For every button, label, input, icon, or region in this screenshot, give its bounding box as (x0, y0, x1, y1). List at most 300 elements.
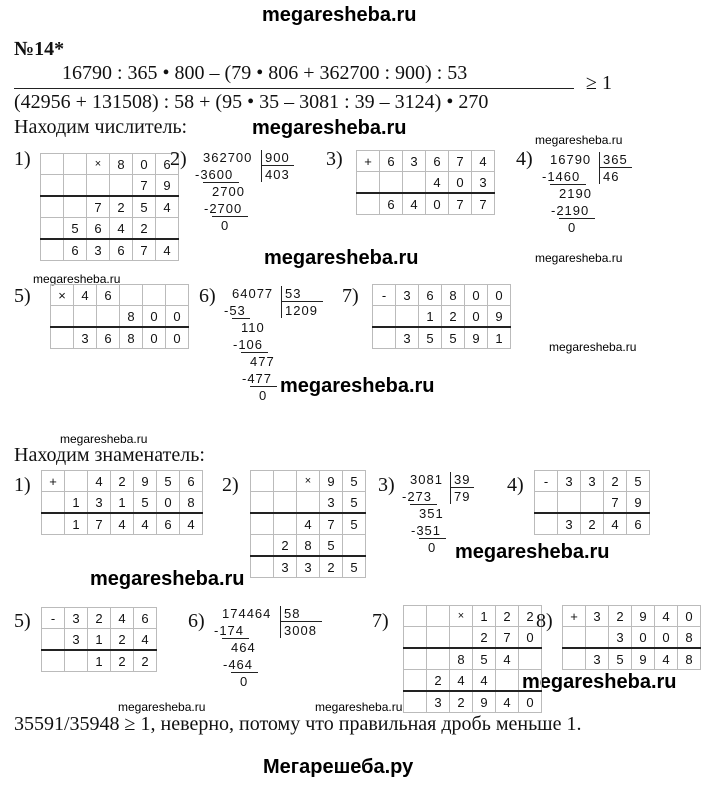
step-label: 3) (326, 148, 343, 170)
subtrahend: -3600 (195, 167, 234, 182)
digit-cell (156, 218, 179, 240)
digit-cell: × (297, 471, 320, 492)
digit-cell: 4 (496, 691, 519, 713)
operator-cell (251, 513, 274, 535)
digit-cell: 6 (157, 513, 180, 535)
operator-cell (404, 606, 427, 627)
divisor: 365 (603, 152, 628, 167)
step-label: 2) (170, 148, 187, 170)
operator-cell (563, 648, 586, 670)
step-label: 7) (372, 610, 389, 632)
digit-cell: 4 (134, 513, 157, 535)
subtrahend: -351 (411, 523, 442, 538)
operator-cell: + (357, 151, 380, 172)
digit-cell: 3 (472, 172, 495, 194)
subtrahend: -106 (233, 337, 264, 352)
digit-cell (64, 175, 87, 197)
dividend: 16790 (550, 152, 592, 167)
digit-cell: 3 (427, 691, 450, 713)
digit-cell: 1 (88, 650, 111, 672)
digit-cell: 8 (297, 535, 320, 557)
digit-cell (403, 172, 426, 194)
partial-dividend: 464 (231, 640, 256, 655)
partial-dividend: 2190 (559, 186, 592, 201)
calc-grid (372, 284, 511, 349)
digit-cell: 2 (110, 196, 133, 218)
conclusion-text: 35591/35948 ≥ 1, неверно, потому что правильная дробь меньше 1. (14, 713, 582, 735)
digit-cell: 5 (64, 218, 87, 240)
digit-cell: 3 (88, 492, 111, 514)
digit-cell: 6 (426, 151, 449, 172)
digit-cell: 2 (427, 670, 450, 692)
digit-cell: 1 (65, 513, 88, 535)
digit-cell: 3 (65, 629, 88, 651)
subtrahend: -2190 (551, 203, 590, 218)
digit-cell (586, 627, 609, 649)
operator-cell (251, 535, 274, 557)
calc-grid (356, 150, 495, 215)
calc-grid (403, 605, 542, 713)
digit-cell: 4 (88, 471, 111, 492)
digit-cell: 6 (180, 471, 203, 492)
divisor: 58 (284, 606, 301, 621)
calc-grid (534, 470, 650, 535)
dividend: 362700 (203, 150, 253, 165)
operator-cell (42, 492, 65, 514)
digit-cell: 3 (65, 608, 88, 629)
step-label: 2) (222, 474, 239, 496)
watermark-top: megaresheba.ru (262, 4, 417, 26)
subtraction-line (419, 538, 446, 539)
digit-cell: 3 (74, 327, 97, 349)
division-bracket-line (281, 301, 323, 302)
digit-cell (143, 285, 166, 306)
digit-cell: 3 (558, 471, 581, 492)
partial-dividend: 477 (250, 354, 275, 369)
operator-cell (535, 513, 558, 535)
digit-cell: 7 (87, 196, 110, 218)
digit-cell: 3 (320, 492, 343, 514)
division-bracket (599, 152, 600, 184)
operator-cell (41, 154, 64, 175)
digit-cell: 7 (133, 239, 156, 261)
fraction-bar (14, 88, 574, 89)
digit-cell: 0 (465, 306, 488, 328)
subtraction-line (410, 504, 437, 505)
quotient: 3008 (284, 623, 317, 638)
partial-dividend: 351 (419, 506, 444, 521)
watermark: megaresheba.ru (455, 541, 610, 563)
digit-cell (87, 175, 110, 197)
digit-cell: 2 (134, 650, 157, 672)
digit-cell: 9 (134, 471, 157, 492)
step-label: 5) (14, 610, 31, 632)
digit-cell: 6 (627, 513, 650, 535)
partial-dividend: 110 (241, 320, 265, 335)
step-label: 8) (536, 610, 553, 632)
digit-cell: 0 (655, 627, 678, 649)
digit-cell: 6 (97, 285, 120, 306)
operator-cell (51, 306, 74, 328)
digit-cell: 9 (473, 691, 496, 713)
digit-cell: 5 (133, 196, 156, 218)
digit-cell: 3 (581, 471, 604, 492)
operator-cell (41, 175, 64, 197)
calc-grid (40, 153, 179, 261)
watermark-small: megaresheba.ru (535, 133, 623, 147)
division-bracket-line (599, 167, 632, 168)
digit-cell: 5 (473, 648, 496, 670)
digit-cell: 0 (166, 327, 189, 349)
operator-cell (535, 492, 558, 514)
digit-cell (97, 306, 120, 328)
divisor: 900 (265, 150, 290, 165)
digit-cell: 4 (297, 513, 320, 535)
digit-cell: 8 (678, 648, 701, 670)
calc-grid (562, 605, 701, 670)
digit-cell: 4 (156, 239, 179, 261)
digit-cell: 8 (180, 492, 203, 514)
long-division (197, 150, 307, 250)
operator-cell (51, 327, 74, 349)
digit-cell: 5 (157, 471, 180, 492)
digit-cell: 5 (134, 492, 157, 514)
digit-cell: 5 (343, 556, 366, 578)
operator-cell: + (42, 471, 65, 492)
digit-cell: 7 (449, 193, 472, 215)
quotient: 403 (265, 167, 290, 182)
digit-cell: 0 (632, 627, 655, 649)
digit-cell: 1 (488, 327, 511, 349)
digit-cell: 0 (519, 627, 542, 649)
subtraction-line (559, 218, 595, 219)
problem-number: №14* (14, 38, 65, 60)
division-bracket (450, 472, 451, 504)
step-label: 4) (516, 148, 533, 170)
digit-cell: 5 (343, 513, 366, 535)
operator-cell (251, 492, 274, 514)
operator-cell (357, 172, 380, 194)
calc-grid (41, 607, 157, 672)
digit-cell (396, 306, 419, 328)
remainder: 0 (240, 674, 249, 689)
operator-cell (41, 239, 64, 261)
step-label: 1) (14, 148, 31, 170)
section-heading-numerator: Находим числитель: (14, 116, 188, 138)
operator-cell (42, 650, 65, 672)
digit-cell: 0 (426, 193, 449, 215)
division-bracket-line (450, 487, 474, 488)
digit-cell: 2 (133, 218, 156, 240)
subtraction-line (203, 182, 239, 183)
subtrahend: -477 (242, 371, 273, 386)
digit-cell: 3 (396, 327, 419, 349)
digit-cell: 4 (111, 513, 134, 535)
step-label: 7) (342, 285, 359, 307)
digit-cell: 3 (297, 556, 320, 578)
dividend: 174464 (222, 606, 272, 621)
digit-cell: 2 (473, 627, 496, 649)
digit-cell: 3 (609, 627, 632, 649)
digit-cell (274, 471, 297, 492)
remainder: 0 (428, 540, 437, 555)
digit-cell: 7 (449, 151, 472, 172)
step-label: 3) (378, 474, 395, 496)
digit-cell: 4 (472, 151, 495, 172)
subtraction-line (250, 386, 277, 387)
digit-cell (120, 285, 143, 306)
digit-cell: 0 (678, 606, 701, 627)
digit-cell: 6 (64, 239, 87, 261)
digit-cell: 9 (632, 606, 655, 627)
operator-cell (42, 629, 65, 651)
subtraction-line (241, 352, 268, 353)
digit-cell: 2 (111, 629, 134, 651)
digit-cell: 8 (442, 285, 465, 306)
operator-cell (373, 327, 396, 349)
digit-cell: 0 (157, 492, 180, 514)
digit-cell: 6 (380, 193, 403, 215)
operator-cell (404, 627, 427, 649)
digit-cell: 3 (586, 648, 609, 670)
digit-cell: 3 (586, 606, 609, 627)
digit-cell: 9 (465, 327, 488, 349)
subtraction-line (550, 184, 586, 185)
digit-cell: 2 (496, 606, 519, 627)
quotient: 79 (454, 489, 471, 504)
digit-cell: 3 (558, 513, 581, 535)
long-division (404, 472, 504, 582)
digit-cell: 0 (143, 327, 166, 349)
digit-cell (343, 535, 366, 557)
watermark-small: megaresheba.ru (315, 700, 403, 714)
digit-cell (64, 154, 87, 175)
digit-cell: 3 (396, 285, 419, 306)
digit-cell: 7 (320, 513, 343, 535)
watermark-bottom: Мегарешеба.ру (263, 756, 414, 778)
digit-cell: 1 (88, 629, 111, 651)
operator-cell (41, 218, 64, 240)
digit-cell (274, 513, 297, 535)
digit-cell: 2 (274, 535, 297, 557)
watermark: megaresheba.ru (252, 117, 407, 139)
digit-cell: 4 (604, 513, 627, 535)
digit-cell: 9 (320, 471, 343, 492)
digit-cell: 4 (450, 670, 473, 692)
digit-cell: 7 (496, 627, 519, 649)
digit-cell (427, 648, 450, 670)
digit-cell: 6 (97, 327, 120, 349)
watermark-small: megaresheba.ru (33, 272, 121, 286)
subtraction-line (212, 216, 248, 217)
subtrahend: -464 (223, 657, 254, 672)
digit-cell: 2 (111, 650, 134, 672)
subtrahend: -273 (402, 489, 433, 504)
digit-cell (427, 627, 450, 649)
subtrahend: -53 (224, 303, 246, 318)
digit-cell: 5 (343, 492, 366, 514)
digit-cell: 9 (632, 648, 655, 670)
digit-cell: 5 (343, 471, 366, 492)
long-division (226, 286, 326, 426)
partial-dividend: 2700 (212, 184, 245, 199)
digit-cell: 4 (655, 606, 678, 627)
divisor: 53 (285, 286, 302, 301)
digit-cell: × (87, 154, 110, 175)
calc-grid (50, 284, 189, 349)
subtraction-line (232, 318, 250, 319)
digit-cell: 2 (581, 513, 604, 535)
digit-cell: 4 (180, 513, 203, 535)
digit-cell: 2 (320, 556, 343, 578)
digit-cell: 2 (519, 606, 542, 627)
digit-cell: 2 (88, 608, 111, 629)
watermark-small: megaresheba.ru (60, 432, 148, 446)
digit-cell (581, 492, 604, 514)
operator-cell (42, 513, 65, 535)
digit-cell (558, 492, 581, 514)
digit-cell: 9 (488, 306, 511, 328)
digit-cell: 4 (496, 648, 519, 670)
digit-cell: × (450, 606, 473, 627)
operator-cell (357, 193, 380, 215)
digit-cell (380, 172, 403, 194)
digit-cell: 1 (111, 492, 134, 514)
watermark: megaresheba.ru (522, 671, 677, 693)
digit-cell: 6 (156, 154, 179, 175)
operator-cell (251, 556, 274, 578)
subtrahend: -2700 (204, 201, 243, 216)
quotient: 46 (603, 169, 620, 184)
digit-cell: 0 (488, 285, 511, 306)
digit-cell (274, 492, 297, 514)
digit-cell: 4 (403, 193, 426, 215)
watermark-small: megaresheba.ru (535, 251, 623, 265)
digit-cell (110, 175, 133, 197)
digit-cell: 1 (65, 492, 88, 514)
operator-cell (41, 196, 64, 218)
quotient: 1209 (285, 303, 318, 318)
remainder: 0 (259, 388, 268, 403)
digit-cell: 6 (110, 239, 133, 261)
digit-cell: 5 (609, 648, 632, 670)
remainder: 0 (221, 218, 230, 233)
digit-cell: 6 (419, 285, 442, 306)
subtraction-line (222, 638, 249, 639)
digit-cell (496, 670, 519, 692)
step-label: 5) (14, 285, 31, 307)
digit-cell: 7 (133, 175, 156, 197)
digit-cell (166, 285, 189, 306)
operator-cell: - (42, 608, 65, 629)
digit-cell: 9 (627, 492, 650, 514)
step-label: 6) (188, 610, 205, 632)
digit-cell (519, 648, 542, 670)
section-heading-denominator: Находим знаменатель: (14, 444, 205, 466)
digit-cell: 2 (450, 691, 473, 713)
long-division (544, 152, 644, 252)
division-bracket-line (280, 621, 322, 622)
watermark: megaresheba.ru (264, 247, 419, 269)
calc-grid (41, 470, 203, 535)
digit-cell: 7 (88, 513, 111, 535)
digit-cell: 8 (120, 306, 143, 328)
digit-cell: 2 (609, 606, 632, 627)
operator-cell (373, 306, 396, 328)
digit-cell: 3 (403, 151, 426, 172)
digit-cell: 2 (604, 471, 627, 492)
digit-cell: 5 (442, 327, 465, 349)
step-label: 4) (507, 474, 524, 496)
subtraction-line (231, 672, 258, 673)
digit-cell: 5 (320, 535, 343, 557)
watermark-small: megaresheba.ru (118, 700, 206, 714)
digit-cell: 0 (166, 306, 189, 328)
division-bracket (281, 286, 282, 318)
digit-cell: 8 (450, 648, 473, 670)
operator-cell (563, 627, 586, 649)
digit-cell: 8 (678, 627, 701, 649)
digit-cell (519, 670, 542, 692)
digit-cell: 0 (519, 691, 542, 713)
fraction-denominator: (42956 + 131508) : 58 + (95 • 35 – 3081 : 39 – 3124) • 270 (14, 91, 489, 113)
watermark: megaresheba.ru (90, 568, 245, 590)
step-label: 6) (199, 285, 216, 307)
watermark: megaresheba.ru (280, 375, 435, 397)
digit-cell: 0 (143, 306, 166, 328)
subtrahend: -174 (214, 623, 245, 638)
digit-cell: 5 (627, 471, 650, 492)
watermark-small: megaresheba.ru (549, 340, 637, 354)
operator-cell (404, 691, 427, 713)
step-label: 1) (14, 474, 31, 496)
digit-cell: 0 (133, 154, 156, 175)
calc-grid (250, 470, 366, 578)
operator-cell: × (51, 285, 74, 306)
digit-cell: 0 (465, 285, 488, 306)
operator-cell (251, 471, 274, 492)
digit-cell: 3 (87, 239, 110, 261)
digit-cell: 5 (419, 327, 442, 349)
fraction-numerator: 16790 : 365 • 800 – (79 • 806 + 362700 : 900) : 53 (62, 62, 468, 84)
operator-cell (404, 648, 427, 670)
digit-cell: 9 (156, 175, 179, 197)
division-bracket (280, 606, 281, 638)
operator-cell: - (535, 471, 558, 492)
digit-cell: 6 (87, 218, 110, 240)
digit-cell: 4 (74, 285, 97, 306)
digit-cell: 6 (380, 151, 403, 172)
inequality: ≥ 1 (586, 72, 612, 94)
digit-cell: 4 (655, 648, 678, 670)
digit-cell: 8 (120, 327, 143, 349)
digit-cell: 0 (449, 172, 472, 194)
digit-cell: 1 (473, 606, 496, 627)
digit-cell: 3 (274, 556, 297, 578)
digit-cell (74, 306, 97, 328)
digit-cell: 4 (156, 196, 179, 218)
digit-cell (65, 471, 88, 492)
operator-cell: - (373, 285, 396, 306)
division-bracket-line (261, 165, 294, 166)
operator-cell (404, 670, 427, 692)
digit-cell: 2 (111, 471, 134, 492)
digit-cell: 7 (472, 193, 495, 215)
digit-cell: 6 (134, 608, 157, 629)
digit-cell: 4 (473, 670, 496, 692)
remainder: 0 (568, 220, 577, 235)
digit-cell: 1 (419, 306, 442, 328)
